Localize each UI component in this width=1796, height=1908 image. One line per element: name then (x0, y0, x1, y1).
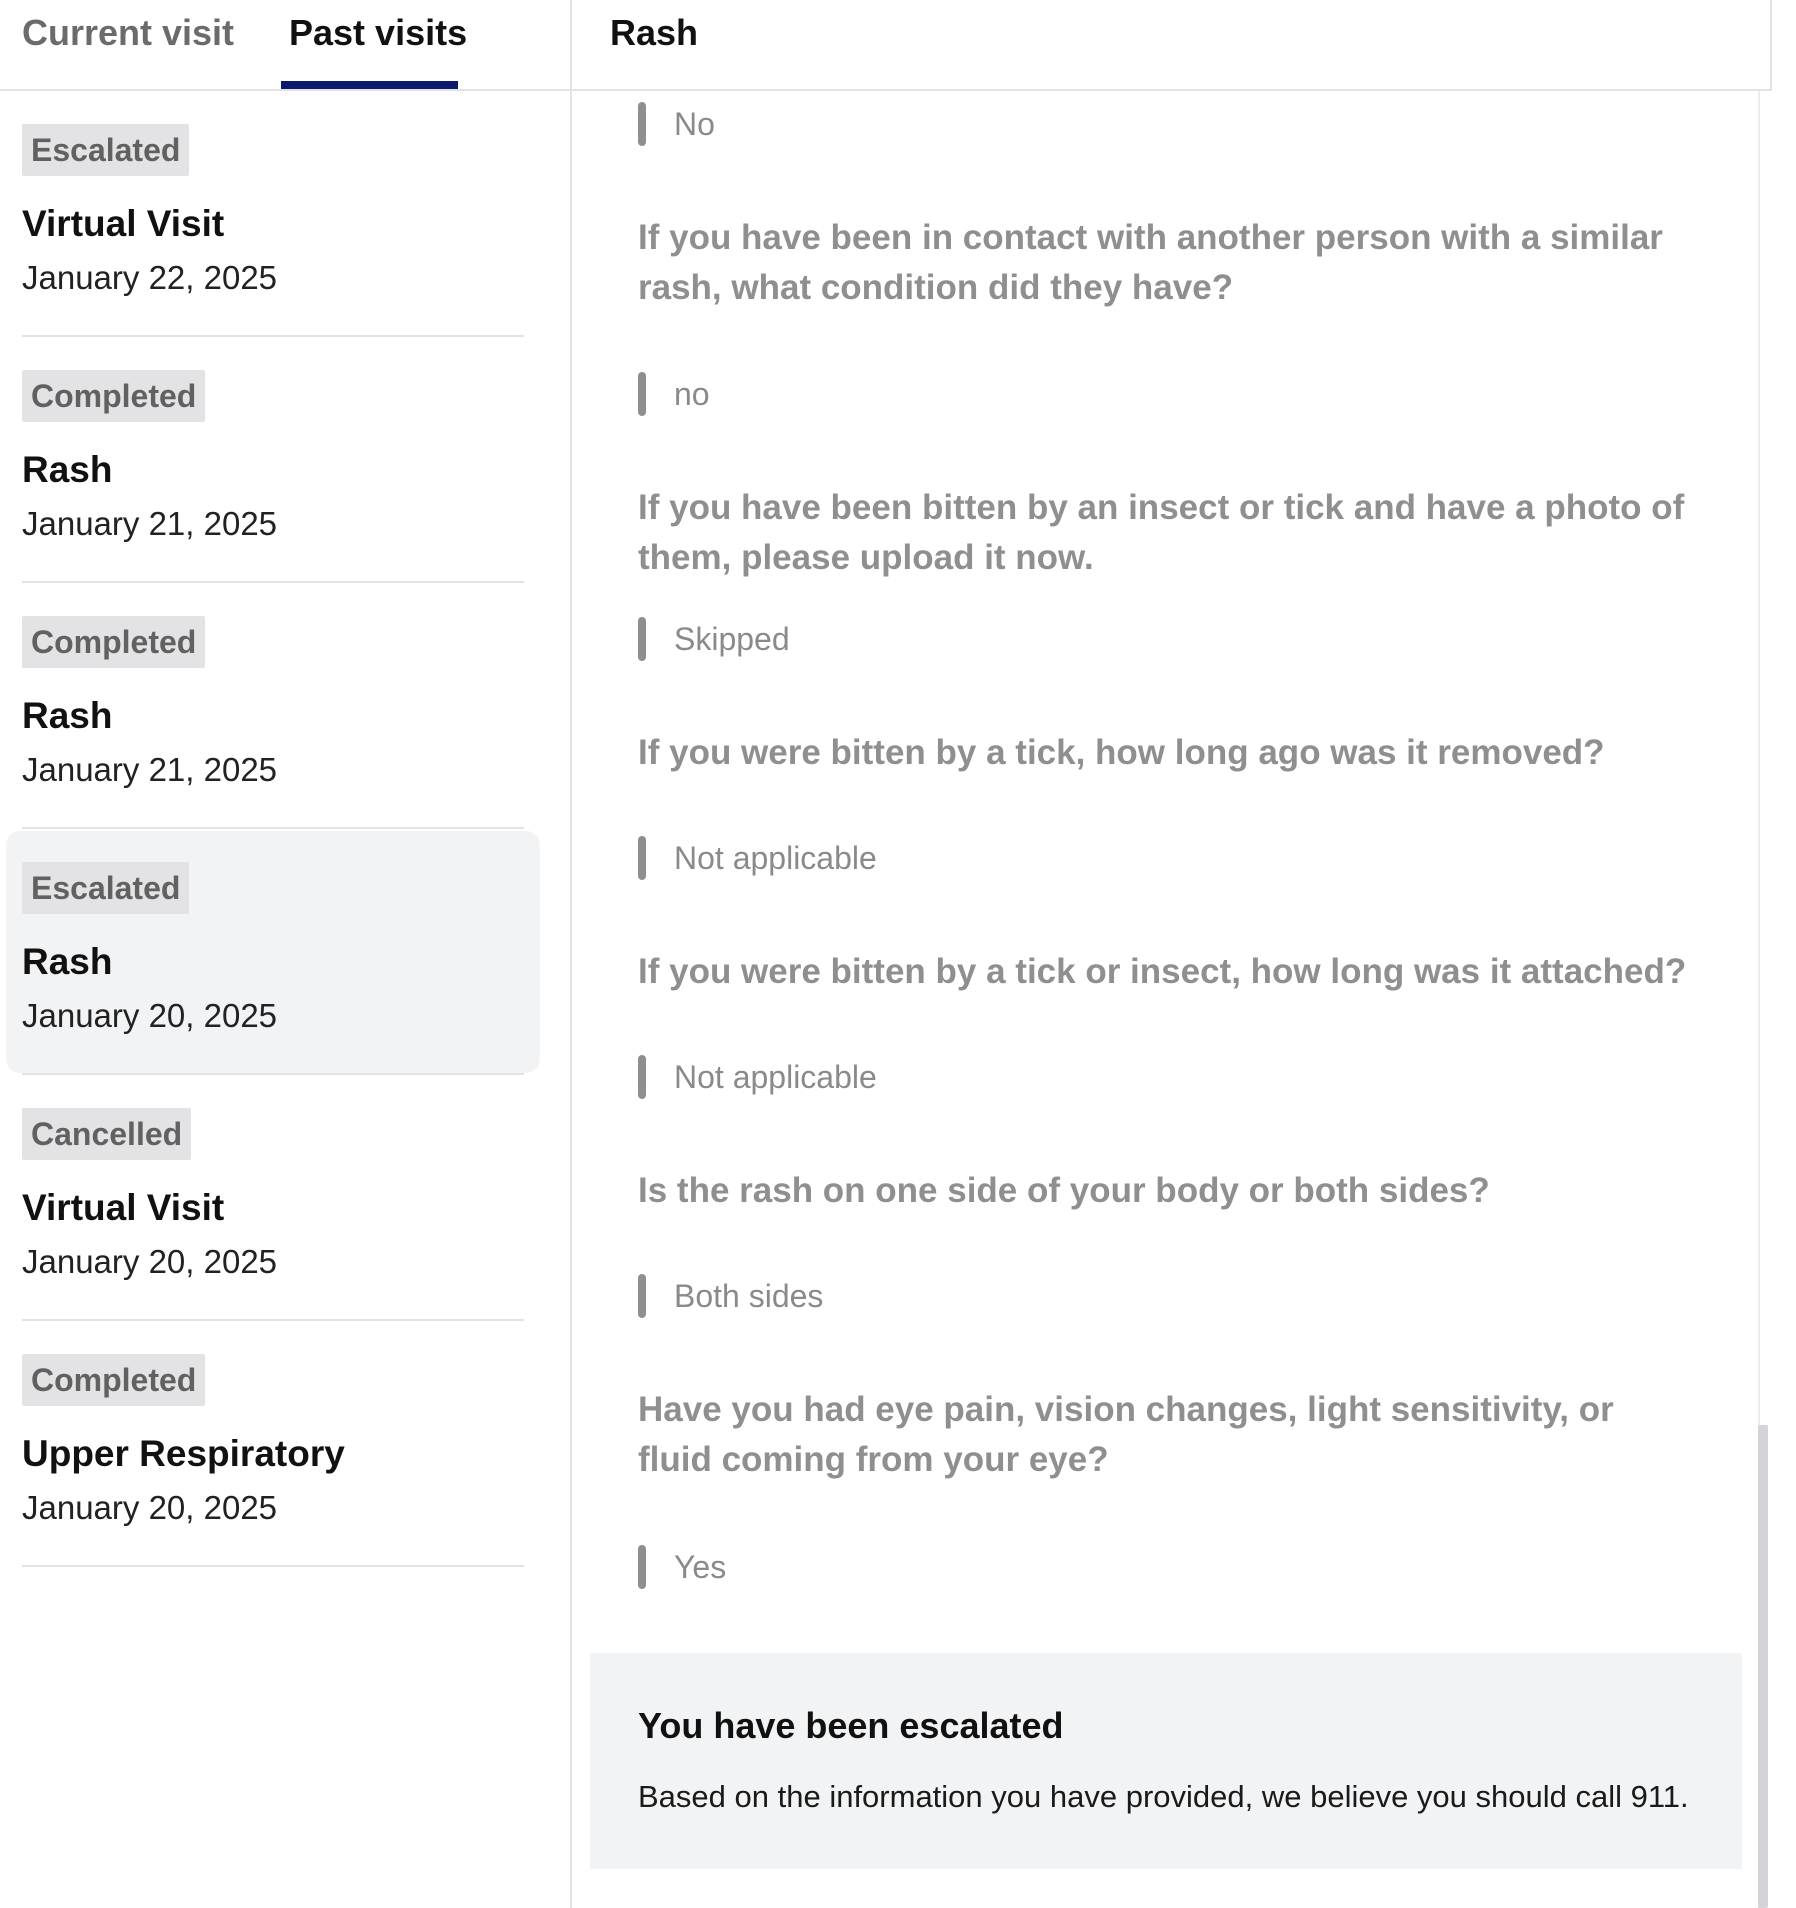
visit-date: January 20, 2025 (22, 1243, 278, 1280)
detail-title: Rash (610, 12, 699, 53)
visit-list-item[interactable] (0, 1321, 572, 1567)
answer-accent-bar (638, 102, 646, 146)
visit-date: January 22, 2025 (22, 259, 278, 296)
visit-list-item[interactable] (0, 91, 572, 337)
question-text: If you have been bitten by an insect or tick and have a photo of them, please upload it now. (638, 488, 1685, 577)
visit-detail-panel (572, 0, 1796, 1908)
visit-list-item[interactable] (0, 337, 572, 583)
visit-list-item[interactable] (0, 583, 572, 829)
visit-list-item[interactable] (0, 1075, 572, 1321)
status-badge: Completed (22, 616, 205, 668)
answer-accent-bar (638, 372, 646, 416)
question-text: Have you had eye pain, vision changes, light sensitivity, or fluid coming from your eye? (638, 1390, 1614, 1479)
answer-text: Skipped (674, 620, 790, 657)
notice-title: You have been escalated (638, 1705, 1064, 1746)
answer-accent-bar (638, 617, 646, 661)
question-text: If you were bitten by a tick or insect, how long was it attached? (638, 952, 1687, 991)
answer-accent-bar (638, 1545, 646, 1589)
visit-date: January 20, 2025 (22, 1489, 278, 1526)
answer-item (638, 372, 710, 416)
answer-item (638, 836, 877, 880)
status-badge: Escalated (22, 862, 189, 914)
visit-date: January 20, 2025 (22, 997, 278, 1034)
answer-text: Not applicable (674, 1058, 877, 1095)
status-badge: Cancelled (22, 1108, 191, 1160)
tab-past-visits[interactable]: Past visits (289, 12, 468, 53)
visit-date: January 21, 2025 (22, 751, 278, 788)
visit-title: Rash (22, 449, 113, 490)
escalation-notice (590, 1653, 1742, 1869)
answer-text: Both sides (674, 1277, 824, 1314)
visits-sidebar (0, 0, 572, 1908)
answer-item (638, 1274, 823, 1318)
notice-body: Based on the information you have provided, we believe you should call 911. (638, 1779, 1689, 1814)
answer-text: Yes (674, 1548, 727, 1585)
answer-accent-bar (638, 1055, 646, 1099)
visit-title: Virtual Visit (22, 1187, 225, 1228)
status-badge: Completed (22, 1354, 205, 1406)
answer-accent-bar (638, 1274, 646, 1318)
scrollbar-thumb[interactable] (1758, 1425, 1768, 1908)
active-tab-indicator (281, 81, 458, 89)
answer-text: no (674, 375, 710, 412)
visit-title: Virtual Visit (22, 203, 225, 244)
visit-date: January 21, 2025 (22, 505, 278, 542)
visit-list-item-selected[interactable] (0, 829, 572, 1075)
detail-header (572, 0, 1772, 91)
answer-item (638, 1055, 877, 1099)
answer-text: No (674, 105, 715, 142)
question-text: If you were bitten by a tick, how long ago was it removed? (638, 733, 1605, 772)
status-badge: Escalated (22, 124, 189, 176)
visit-title: Rash (22, 941, 113, 982)
tab-current-visit[interactable]: Current visit (22, 12, 235, 53)
answer-item (638, 617, 790, 661)
question-text: Is the rash on one side of your body or both sides? (638, 1171, 1490, 1210)
answer-text: Not applicable (674, 839, 877, 876)
question-text: If you have been in contact with another person with a similar rash, what condition did they have? (638, 218, 1663, 307)
answer-item (638, 102, 715, 146)
visit-title: Rash (22, 695, 113, 736)
status-badge: Completed (22, 370, 205, 422)
answer-item (638, 1545, 726, 1589)
visit-title: Upper Respiratory (22, 1433, 345, 1474)
divider (22, 1565, 524, 1567)
answer-accent-bar (638, 836, 646, 880)
visit-tabs (0, 0, 570, 91)
